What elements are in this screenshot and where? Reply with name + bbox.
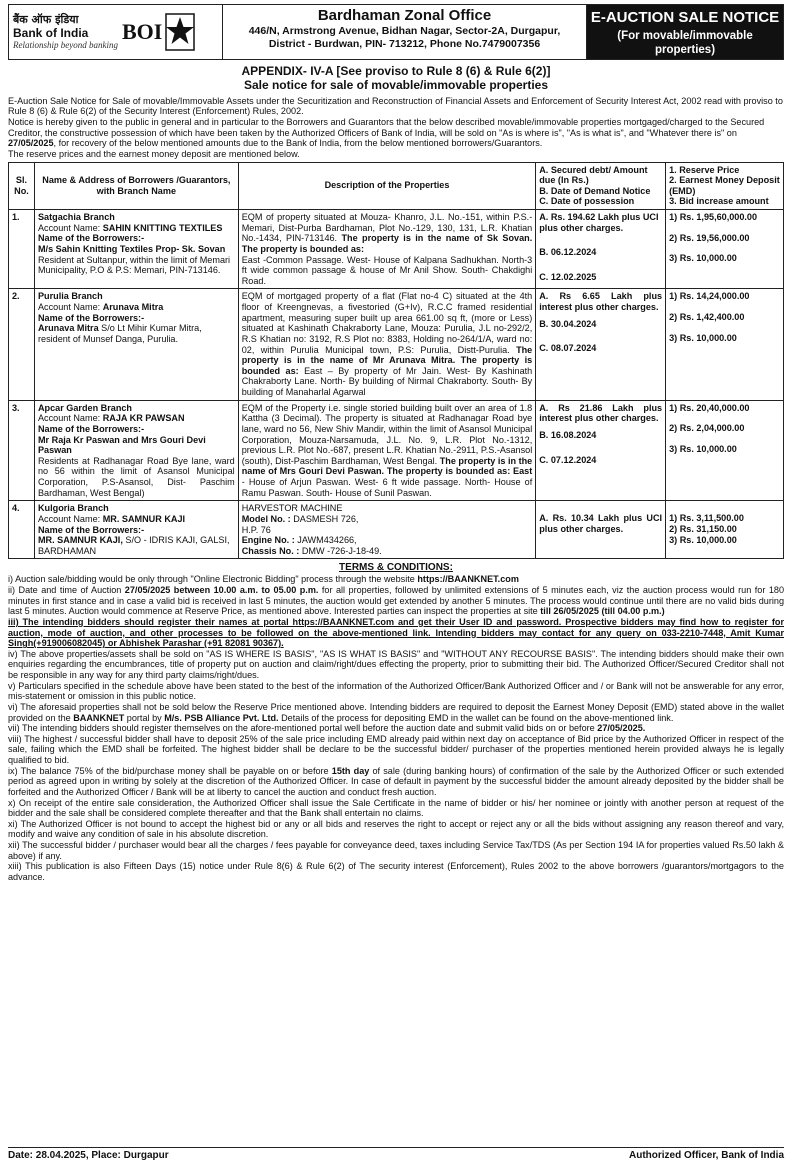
borrowers-value: M/s Sahin Knitting Textiles Prop- Sk. Sovan	[37, 243, 226, 254]
logo-english-text: Bank of India	[13, 26, 89, 40]
borrower-address: S/o Lt Mihir Kumar Mitra, resident of Munsef Danga, Purulia.	[37, 323, 202, 344]
row-price	[666, 400, 784, 501]
debt-amount: A. Rs. 194.62 Lakh plus UCI plus other charges.	[539, 212, 659, 233]
row-description	[238, 400, 536, 501]
col-header-price-2: 2. Earnest Money Deposit (EMD)	[669, 175, 780, 196]
appendix-line-2: Sale notice for sale of movable/immovable properties	[243, 78, 549, 93]
logo-boi-text: BOI	[121, 18, 163, 44]
intro-text	[8, 96, 784, 160]
model-value: DASMESH 726,	[293, 513, 359, 524]
borrower-address: Resident at Sultanpur, within the limit of Memari Municipality, P.O & P.S: Memari, PIN-713146.	[37, 254, 231, 276]
row-debt	[536, 400, 666, 501]
term-x: x) On receipt of the entire sale consideration, the Authorized Officer shall issue the Sale Certificate in the name of bidder or his/ her nominee or jointly with another person at request of the bidder and the sale shall be considered complete thereafter and that the Bank shall entertain no claims.	[8, 797, 784, 819]
intro-paragraph-1: E-Auction Sale Notice for Sale of movable/Immovable Assets under the Securitization and Reconstruction of Financial Assets and Enforcement of Security Interest Act, 2002 read with proviso to Rule 8 (6) & Rule 6(2) of the Security Interest (Enforcement) Rules, 2002.	[8, 95, 783, 117]
footer-signatory: Authorized Officer, Bank of India	[628, 1150, 784, 1161]
desc-text: EQM of the Property i.e. single storied building built over an area of 1.8 Kattha (3 Decimal). The property is situated at Radhanagar Road bye lane, ward no 56, New Shiv Mandir, within the limit of Asansol Municipal Corporation, Mouza-Narsamuda, J.L. No. 9, L.R. Plot No.-1312, previous L.R. Plot No.-687, present L.R. Khatian No.-2911, P.S.-Asansol (south), Dist-Paschim Bardhaman, West Bengal.	[241, 402, 533, 466]
desc-bold: The property is in the name of Sk Sovan. The property is bounded as:	[241, 233, 533, 254]
account-value: MR. SAMNUR KAJI	[102, 513, 186, 524]
psb-alliance-name: M/s. PSB Alliance Pvt. Ltd.	[164, 712, 279, 723]
term-i	[8, 574, 784, 585]
properties-table	[8, 162, 784, 560]
row-debt	[536, 210, 666, 289]
term-ii-text: ii) Date and time of Auction	[8, 585, 125, 596]
table-row	[9, 289, 784, 400]
bid-increase: 3) Rs. 10,000.00	[669, 443, 737, 454]
header	[8, 4, 784, 60]
possession-date: C. 08.07.2024	[539, 343, 597, 354]
row-borrower	[34, 400, 238, 501]
borrower-address: S/O - IDRIS KAJI, GALSI, BARDHAMAN	[37, 535, 230, 556]
appendix-line-1: APPENDIX- IV-A [See proviso to Rule 8 (6) & Rule 6(2)]	[241, 64, 551, 78]
row-borrower	[34, 289, 238, 400]
row-borrower	[34, 210, 238, 289]
borrowers-value: Arunava Mitra	[37, 323, 99, 334]
account-label: Account Name:	[37, 413, 103, 424]
engine-value: JAWM434266,	[297, 535, 357, 546]
table-header-row	[9, 162, 784, 210]
col-header-debt	[536, 162, 666, 210]
possession-date: C. 07.12.2024	[539, 454, 597, 465]
row-debt	[536, 501, 666, 559]
payment-day: 15th day	[331, 765, 370, 776]
account-name	[38, 223, 235, 234]
term-ii	[8, 585, 784, 617]
demand-date: B. 30.04.2024	[539, 318, 597, 329]
intro-p2-text-end: , for recovery of the below mentioned amounts due to the Bank of India, from the below mentioned borrowers/Guarantors.	[53, 138, 543, 149]
account-name	[38, 514, 235, 525]
term-ix-text: ix) The balance 75% of the bid/purchase money shall be payable on or before	[8, 765, 332, 776]
borrowers-label: Name of the Borrowers:-	[37, 524, 145, 535]
hp-value: H.P. 76	[241, 524, 271, 535]
bank-logo	[9, 5, 223, 59]
term-iii: iii) The intending bidders should register their names at portal https://BAANKNET.com and get their User ID and password. Prospective bidders may find how to register for auction, mode of auction, and other processes to be followed on the above-mentioned link. Intending bidders may contact for any query on 033-2210-7448, Amit Kumar Singh(+919006082045) or Abhishek Parashar (+91 82081 90367).	[8, 616, 784, 649]
borrower-details	[38, 535, 235, 556]
term-ii-text-2: for all properties, followed by unlimited extensions of 5 minutes each, viz the auction process would run for 180 minutes in first stance and in case a valid bid is received in last 5 minutes, the auction would get extended by another 5 minutes. The process would continue until there are no valid bids during last 5 minutes. Auction would commence at Reserve Price, as mentioned above. Interested parties can inspect the properties at site	[8, 585, 784, 617]
bid-increase: 3) Rs. 10,000.00	[669, 332, 737, 343]
intro-p2-text: Notice is hereby given to the public in general and in particular to the Borrowers and Guarantors that the below described movable/immovable properties mortgaged/charged to the Secured Creditor, the constructive possession of which have been taken by the Authorized Officers of Bank of India, will be sold on "As is where is", "As is what is", and "Whatever there is" on	[8, 117, 765, 138]
footer	[8, 1147, 784, 1162]
demand-date: B. 16.08.2024	[539, 429, 597, 440]
row-price	[666, 210, 784, 289]
model-line	[242, 514, 533, 525]
footer-date-place: Date: 28.04.2025, Place: Durgapur	[8, 1150, 169, 1161]
branch-name: Apcar Garden Branch	[37, 402, 132, 413]
auction-website-link[interactable]: https://BAANKNET.com	[417, 574, 519, 585]
chassis-value: DMW -726-J-18-49.	[301, 545, 382, 556]
desc-boundaries: East – By property of Mr Jain. West- By Kashinath Chakraborty Lane. North- By building of Nirmal Chakraborty. South- By building of Manaharlal Agarwal	[241, 365, 533, 398]
term-vi	[8, 702, 784, 723]
row-price	[666, 501, 784, 559]
reserve-price: 1) Rs. 14,24,000.00	[669, 291, 750, 302]
term-vi-text-3: Details of the process for depositing EMD in the wallet can be found on the above-mentioned link.	[278, 712, 674, 723]
term-v: v) Particulars specified in the schedule above have been stated to the best of the information of the Authorized Officer/Bank Authorized Officer and / or Bank will not be answerable for any error, mis-statement or omission in this public notice.	[8, 680, 784, 702]
row-description	[238, 289, 536, 400]
account-name	[38, 413, 235, 424]
model-label: Model No. :	[241, 513, 294, 524]
borrowers-value: Mr Raja Kr Paswan and Mrs Gouri Devi Paswan	[37, 434, 206, 456]
desc-text: EQM of property situated at Mouza- Khanro, J.L. No.-151, within P.S.- Memari, Dist-Purba Bardhaman, Plot No.-129, 130, 131, L.R. Khatian No.-1434, PIN-713146.	[241, 212, 533, 244]
account-label: Account Name:	[37, 302, 103, 313]
term-iv: iv) The above properties/assets shall be sold on "AS IS WHERE IS BASIS", "AS IS WHAT IS BASIS" and "WITHOUT ANY RECOURSE BASIS". The intending bidders should make their own enquiries regarding the encumbrances, title of property put on auction and claim/right/dues effecting the property, prior to submitting their bid. The Authorized Officer/Secured Creditor shall not be responsible in any way for any third party claims/right/dues.	[8, 648, 784, 681]
row-sl: 2.	[9, 289, 35, 400]
notice-badge	[587, 5, 783, 59]
engine-line	[242, 535, 533, 546]
terms-heading: TERMS & CONDITIONS:	[339, 562, 453, 574]
debt-amount: A. Rs 6.65 Lakh plus interest plus other charges.	[539, 291, 663, 313]
term-vi-text-2: portal by	[124, 712, 165, 723]
term-xiii: xiii) This publication is also Fifteen Days (15) notice under Rule 8(6) & Rule 6(2) of The security interest (Enforcement), Rules 2002 to the above borrowers /guarantors/mortgagors to the advance.	[8, 861, 784, 882]
term-vii	[8, 723, 784, 734]
auction-datetime: 27/05/2025 between 10.00 a.m. to 05.00 p.m.	[124, 585, 319, 596]
intro-paragraph-2	[8, 117, 784, 149]
desc-text: EQM of mortgaged property of a flat (Flat no-4 C) situated at the 4th floor of Kreengnevas, a fivestoried (G+Iv), R.C.C framed residential apartment, measuring super built up area 661.00 sq ft, (more or Less) situated at Kashinath Chakraborty Lane, Mouza: Purulia, J.L no-292/2, R.S Khatian no: 3192, R.S Plot no: 8383, Holding no-264/1/A, ward no: 02, within Purulia Municipal town, P.S: Purulia, Distt-Purulia.	[241, 291, 533, 355]
col-header-price-1: 1. Reserve Price	[669, 164, 740, 175]
desc-boundaries: - House of Arjun Paswan. West- 6 ft wide passage. North- House of Ramu Paswan. South- House of Sunil Paswan.	[241, 477, 533, 498]
row-price	[666, 289, 784, 400]
account-label: Account Name:	[37, 222, 103, 233]
appendix-heading	[8, 64, 784, 93]
account-value: Arunava Mitra	[102, 302, 164, 313]
reserve-price: 1) Rs. 3,11,500.00	[669, 513, 744, 524]
desc-bold: The property is in the name of Mrs Gouri Devi Paswan. The property is bounded as: East	[241, 455, 533, 477]
desc-boundaries: East -Common Passage. West- House of Kalpana Sadhukhan. North-3 ft wide common passage & house of Mr Anil Show. South- Chakdighi Road.	[241, 254, 533, 286]
row-description	[238, 210, 536, 289]
col-header-debt-c: C. Date of possession	[539, 196, 635, 207]
borrowers-label: Name of the Borrowers:-	[37, 233, 145, 244]
branch-name: Satgachia Branch	[37, 212, 115, 223]
logo-tagline: Relationship beyond banking	[13, 40, 118, 51]
col-header-price-3: 3. Bid increase amount	[669, 196, 769, 207]
term-vi-text: vi) The aforesaid properties shall not be sold below the Reserve Price mentioned above. Intending bidders are required to deposit the Earnest Money Deposit (EMD) stated above in the wallet provided on the	[8, 701, 784, 723]
borrowers-value: MR. SAMNUR KAJI,	[37, 535, 123, 546]
col-header-name: Name & Address of Borrowers /Guarantors, with Branch Name	[34, 162, 238, 210]
row-description	[238, 501, 536, 559]
col-header-sl: Sl. No.	[9, 162, 35, 210]
table-row	[9, 210, 784, 289]
office-info	[223, 5, 587, 59]
term-viii: viii) The highest / successful bidder shall have to deposit 25% of the sale price including EMD already paid within next day on acceptance of Bid price by the Authorized Officer in respect of the sale, failing which the EMD shall be forfeited. The highest bidder shall be declare to be the successful bidder/ purchaser of the properties mentioned herein provided always he is legally qualified to bid.	[8, 733, 784, 766]
term-xii: xii) The successful bidder / purchaser would bear all the charges / fees payable for conveyance deed, taxes including Service Tax/TDS (As per Section 194 IA for properties valued Rs.50 lakh & above) if any.	[8, 840, 784, 861]
row-sl: 4.	[9, 501, 35, 559]
account-label: Account Name:	[37, 513, 103, 524]
row-sl: 3.	[9, 400, 35, 501]
emd-amount: 2) Rs. 2,04,000.00	[669, 423, 745, 434]
account-value: SAHIN KNITTING TEXTILES	[102, 222, 223, 233]
desc-bold: The property is in the name of Mr Arunava Mitra. The property is bounded as:	[241, 344, 533, 376]
machine-title: HARVESTOR MACHINE	[241, 503, 343, 514]
notice-title: E-AUCTION SALE NOTICE	[590, 9, 780, 26]
term-i-text: i) Auction sale/bidding would be only through "Online Electronic Bidding" process through the website	[8, 574, 418, 585]
borrower-address: Residents at Radhanagar Road Bye lane, ward no 56 within the limit of Asansol Municipal Corporation, P.S-Asansol, Dist- Paschim Bardhaman, West Bengal)	[37, 455, 235, 498]
col-header-debt-b: B. Date of Demand Notice	[539, 185, 651, 196]
emd-amount: 2) Rs. 19,56,000.00	[669, 232, 750, 243]
inspection-deadline: till 26/05/2025 (till 04.00 p.m.)	[540, 606, 665, 617]
office-address-line-2: District - Burdwan, PIN- 713212, Phone No.7479007356	[268, 38, 541, 51]
branch-name: Kulgoria Branch	[37, 503, 109, 514]
notice-subtitle: (For movable/immovable properties)	[617, 30, 753, 56]
table-row	[9, 501, 784, 559]
engine-label: Engine No. :	[241, 535, 298, 546]
account-name	[38, 302, 235, 313]
term-ix-text-2: of sale (during banking hours) of confirmation of the sale by the Authorized Officer or such extended period as agreed upon in writing by solely at the discretion of the Authorized Officer. In case of default in payment by the successful bidder the amount already deposited by the bidder shall be forfeited and the Authorized Officer / Bank will be at liberty to cancel the auction and conduct fresh auction.	[8, 765, 784, 797]
chassis-label: Chassis No. :	[241, 545, 302, 556]
term-ix	[8, 766, 784, 798]
chassis-line	[242, 546, 533, 557]
demand-date: B. 06.12.2024	[539, 247, 597, 258]
reserve-price: 1) Rs. 1,95,60,000.00	[669, 212, 758, 223]
col-header-debt-a: A. Secured debt/ Amount due (In Rs.)	[539, 164, 648, 186]
office-address-line-1: 446/N, Armstrong Avenue, Bidhan Nagar, Sector-2A, Durgapur,	[248, 25, 561, 37]
bid-deadline: 27/05/2025.	[597, 723, 646, 734]
reserve-price: 1) Rs. 20,40,000.00	[669, 402, 750, 413]
row-debt	[536, 289, 666, 400]
account-value: RAJA KR PAWSAN	[102, 413, 185, 424]
emd-amount: 2) Rs. 1,42,400.00	[669, 312, 745, 323]
borrower-details	[38, 323, 235, 344]
bid-increase: 3) Rs. 10,000.00	[669, 534, 737, 545]
office-title: Bardhaman Zonal Office	[317, 7, 492, 24]
debt-amount: A. Rs 21.86 Lakh plus interest plus other charges.	[539, 402, 663, 424]
col-header-desc: Description of the Properties	[238, 162, 536, 210]
term-vii-text: vii) The intending bidders should register themselves on the afore-mentioned portal well before the auction date and submit valid bids on or before	[8, 723, 598, 734]
logo-hindi-text: बैंक ऑफ इंडिया	[13, 12, 79, 26]
branch-name: Purulia Branch	[37, 291, 103, 302]
intro-paragraph-3: The reserve prices and the earnest money deposit are mentioned below.	[8, 148, 300, 159]
col-header-price	[666, 162, 784, 210]
table-row	[9, 400, 784, 501]
term-xi: xi) The Authorized Officer is not bound to accept the highest bid or any or all bids and reserves the right to accept or reject any or all the bids without assigning any reason thereof and vary, modify and waive any condition of sale in his absolute discretion.	[8, 818, 784, 840]
row-sl: 1.	[9, 210, 35, 289]
baanknet-name: BAANKNET	[73, 712, 125, 723]
emd-amount: 2) Rs. 31,150.00	[669, 523, 737, 534]
intro-p2-date: 27/05/2025	[8, 138, 54, 149]
borrowers-label: Name of the Borrowers:-	[37, 312, 145, 323]
possession-date: C. 12.02.2025	[539, 271, 597, 282]
bid-increase: 3) Rs. 10,000.00	[669, 253, 737, 264]
debt-amount: A. Rs. 10.34 Lakh plus UCI plus other charges.	[539, 513, 663, 534]
row-borrower	[34, 501, 238, 559]
terms-list	[8, 574, 784, 882]
borrowers-label: Name of the Borrowers:-	[37, 423, 145, 434]
star-logo-icon	[165, 13, 195, 51]
